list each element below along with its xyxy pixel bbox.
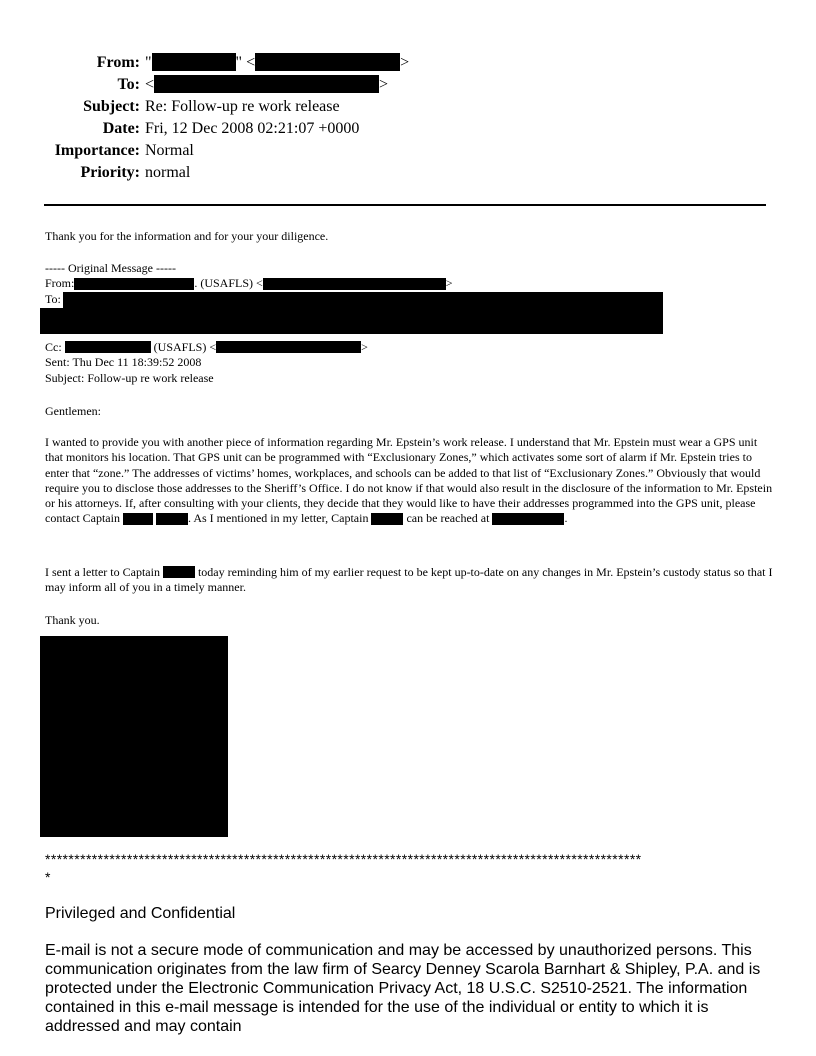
redaction-box — [263, 278, 446, 290]
original-sent: Sent: Thu Dec 11 18:39:52 2008 — [45, 355, 202, 370]
from-label: From: — [96, 54, 140, 71]
paragraph-2-text-b: today reminding him of my earlier request to be kept up-to-date on any changes in Mr. Epstein’s custody status so that I may inform all of you in a timely manner. — [45, 565, 773, 595]
signature-redaction — [40, 636, 228, 837]
from-value — [145, 52, 409, 74]
original-cc-close: > — [361, 340, 368, 354]
importance-label: Importance: — [54, 142, 140, 159]
original-from-close: > — [445, 276, 453, 291]
paragraph-2-text-a: I sent a letter to Captain — [45, 565, 160, 579]
original-cc — [45, 340, 775, 355]
stars-line: ****************************************************************************************************** — [45, 851, 642, 867]
importance-value: Normal — [145, 142, 194, 159]
to-value — [145, 74, 388, 96]
original-from-org: . (USAFLS) < — [194, 276, 263, 291]
privileged-heading: Privileged and Confidential — [45, 905, 236, 922]
paragraph-1 — [45, 435, 775, 527]
original-meta — [45, 340, 775, 386]
header-divider — [44, 204, 766, 206]
header-to-row — [0, 74, 520, 96]
separator-stars — [45, 850, 775, 886]
original-cc-label: Cc: — [45, 340, 62, 354]
to-label: To: — [117, 76, 140, 93]
header-priority-row — [0, 162, 520, 184]
redaction-box — [156, 513, 188, 525]
reply-text: Thank you for the information and for your your diligence. — [45, 229, 329, 243]
paragraph-1-text-a: I wanted to provide you with another piece of information regarding Mr. Epstein’s work release. I understand that Mr. Epstein must wear a GPS unit that monitors his location. That GPS unit can be programmed with “Exclusionary Zones,” which activates some sort of alarm if Mr. Epstein tries to enter that “zone.” The addresses of victims’ homes, workplaces, and schools can be added to that list of “Exclusionary Zones.” Obviously that would require you to disclose those addresses to the Sheriff’s Office. I do not know if that would also result in the disclosure of the information to Mr. Epstein or his attorneys. If, after consulting with your clients, they decide that they would like to have their addresses programmed into the GPS unit, please contact Captain — [45, 435, 773, 526]
greeting: Gentlemen: — [45, 404, 101, 418]
redaction-box — [255, 53, 400, 71]
paragraph-1-text-d: . — [564, 511, 568, 526]
to-close: > — [379, 76, 389, 93]
redaction-box — [74, 278, 194, 290]
to-open: < — [145, 76, 155, 93]
header-importance-row — [0, 140, 520, 162]
from-close: > — [400, 54, 410, 71]
stars-tail: * — [45, 869, 51, 885]
email-header — [0, 52, 520, 184]
date-label: Date: — [102, 120, 140, 137]
date-value: Fri, 12 Dec 2008 02:21:07 +0000 — [145, 120, 360, 137]
redaction-box — [154, 75, 379, 93]
subject-label: Subject: — [83, 98, 140, 115]
confidentiality-notice: E-mail is not a secure mode of communication and may be accessed by unauthorized persons. This communication originates from the law firm of Searcy Denney Scarola Barnhart & Shipley, P.A. and is protected under the Electronic Communication Privacy Act, 18 U.S.C. S2510-2521. The information contained in this e-mail message is intended for the use of the individual or entity to which it is addressed and may contain — [45, 942, 761, 1035]
redaction-box — [40, 308, 663, 334]
priority-value: normal — [145, 164, 191, 181]
priority-label: Priority: — [80, 164, 140, 181]
from-quote-open: " — [145, 54, 152, 71]
paragraph-1-text-b: . As I mentioned in my letter, Captain — [187, 511, 369, 526]
original-cc-org: (USAFLS) < — [153, 340, 217, 354]
original-from — [45, 276, 775, 291]
original-subject: Subject: Follow-up re work release — [45, 370, 214, 385]
redaction-box — [492, 513, 564, 525]
redaction-box — [371, 513, 403, 525]
redaction-box — [216, 341, 361, 353]
from-quote-close: " < — [235, 54, 256, 71]
original-from-label: From: — [45, 276, 75, 291]
redaction-box — [163, 566, 195, 578]
paragraph-1-text-c: can be reached at — [406, 511, 490, 526]
paragraph-2 — [45, 565, 775, 596]
header-from-row — [0, 52, 520, 74]
header-subject-row — [0, 96, 520, 118]
closing: Thank you. — [45, 613, 100, 627]
redaction-box — [123, 513, 153, 525]
original-separator: ----- Original Message ----- — [45, 261, 176, 275]
original-to-label: To: — [45, 291, 61, 306]
redaction-box — [65, 341, 151, 353]
redaction-box — [152, 53, 236, 71]
subject-value: Re: Follow-up re work release — [145, 98, 340, 115]
header-date-row — [0, 118, 520, 140]
